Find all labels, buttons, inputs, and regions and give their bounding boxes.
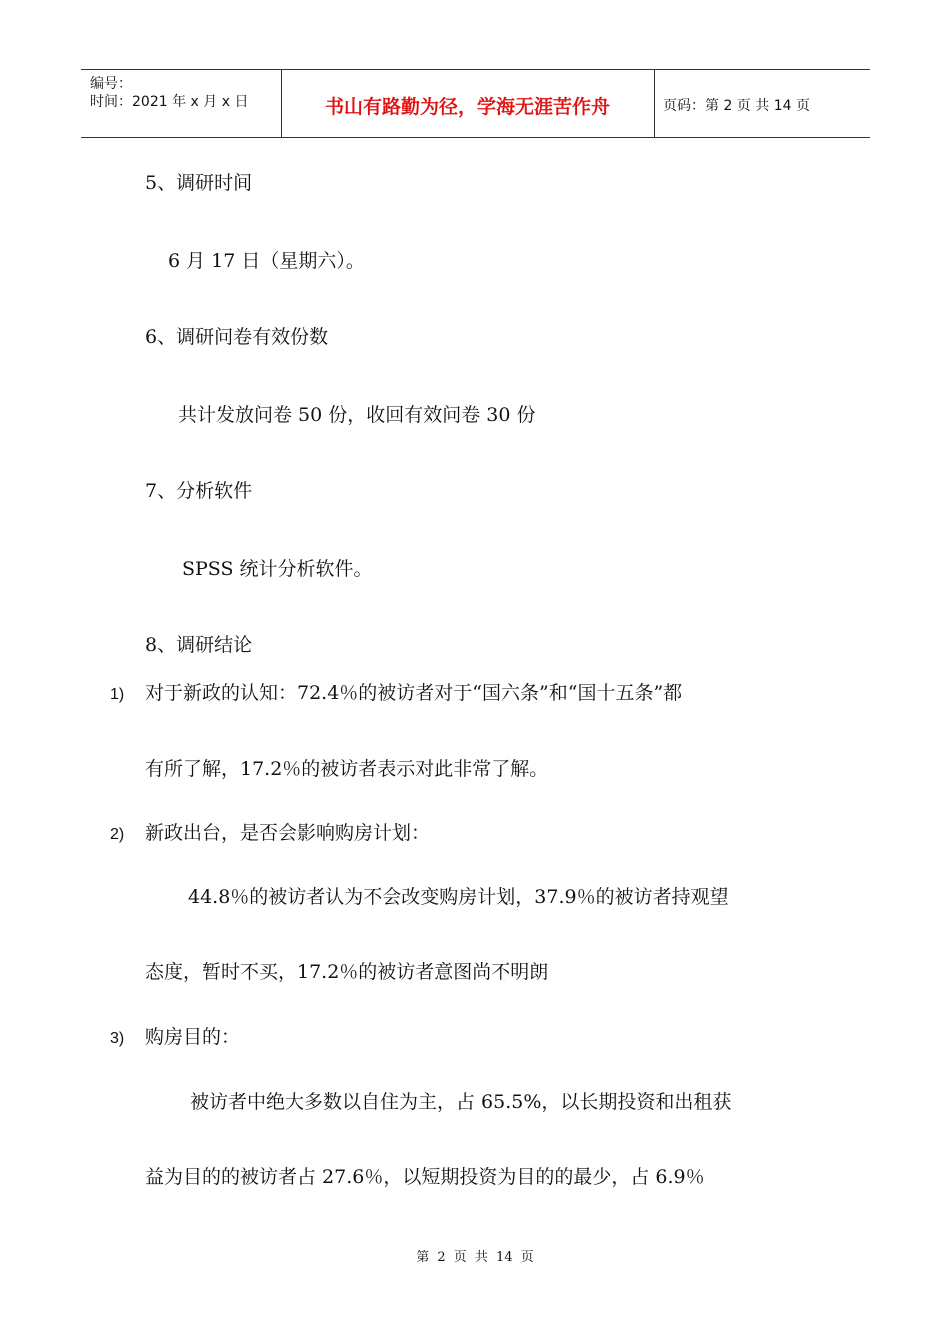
list-item-3-number: 3) [110, 1030, 125, 1047]
page-header [81, 69, 870, 138]
list-item-2-title: 新政出台，是否会影响购房计划： [145, 822, 431, 844]
section-7-title: 7、分析软件 [145, 480, 253, 502]
list-item-3-line-1: 被访者中绝大多数以自住为主，占 65.5%，以长期投资和出租获 [190, 1091, 732, 1113]
section-5-title: 5、调研时间 [145, 172, 253, 194]
header-motto: 书山有路勤为径，学海无涯苦作舟 [324, 96, 610, 118]
header-motto-cell [281, 70, 655, 137]
section-6-title: 6、调研问卷有效份数 [145, 326, 329, 348]
section-8-title: 8、调研结论 [145, 634, 253, 656]
list-item-3-line-2: 益为目的的被访者占 27.6％，以短期投资为目的的最少，占 6.9％ [145, 1166, 705, 1188]
document-number-label: 编号： [90, 76, 132, 92]
list-item-3-title: 购房目的： [145, 1026, 241, 1048]
document-time-label: 时间：2021 年 x 月 x 日 [90, 94, 249, 110]
list-item-2-number: 2) [110, 826, 125, 843]
list-item-1-line-2: 有所了解，17.2％的被访者表示对此非常了解。 [145, 758, 549, 780]
section-7-text: SPSS 统计分析软件。 [182, 558, 373, 580]
page-footer: 第 2 页 共 14 页 [416, 1250, 534, 1265]
header-page-info: 页码：第 2 页 共 14 页 [663, 98, 810, 114]
section-6-text: 共计发放问卷 50 份，收回有效问卷 30 份 [178, 404, 536, 426]
list-item-1-number: 1) [110, 686, 125, 703]
list-item-2-line-2: 态度，暂时不买，17.2％的被访者意图尚不明朗 [145, 961, 549, 983]
list-item-2-line-1: 44.8％的被访者认为不会改变购房计划，37.9％的被访者持观望 [188, 886, 729, 908]
section-5-text: 6 月 17 日（星期六）。 [168, 250, 365, 272]
header-meta-cell [81, 70, 282, 137]
header-page-cell [654, 70, 870, 137]
list-item-1-line-1: 对于新政的认知：72.4％的被访者对于“国六条”和“国十五条”都 [145, 682, 683, 704]
